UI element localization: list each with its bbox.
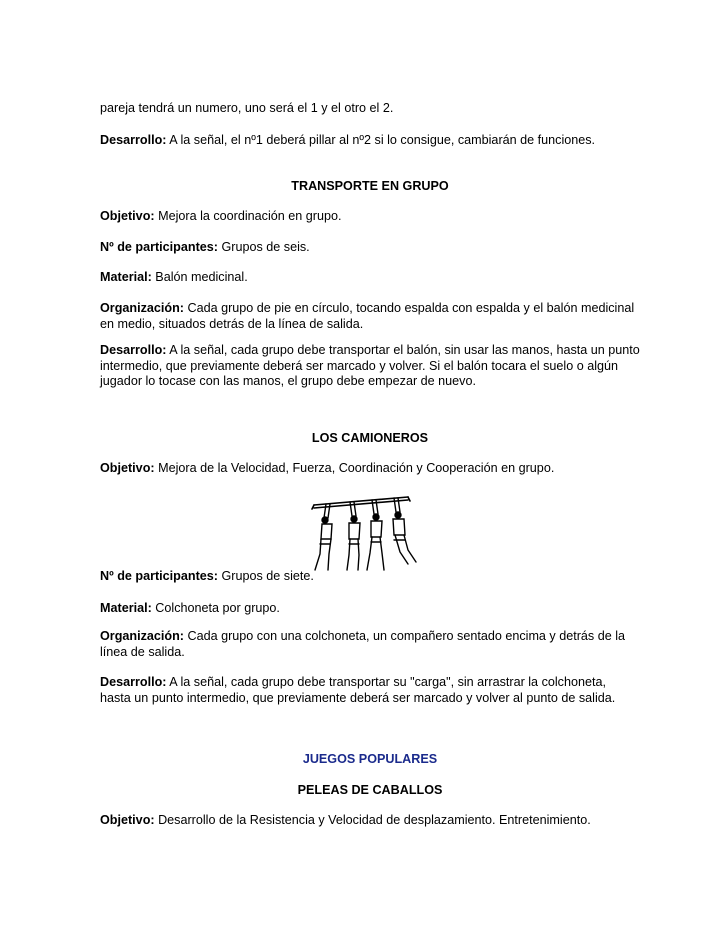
label-organizacion: Organización: — [100, 629, 184, 643]
label-desarrollo: Desarrollo: — [100, 675, 167, 689]
label-organizacion: Organización: — [100, 301, 184, 315]
label-objetivo: Objetivo: — [100, 813, 155, 827]
text-participantes: Grupos de siete. — [217, 569, 314, 583]
heading-juegos-populares: JUEGOS POPULARES — [302, 752, 438, 766]
text-organizacion: Cada grupo con una colchoneta, un compañero sentado encima y detrás de la línea de salida. — [100, 629, 626, 659]
text-objetivo: Mejora la coordinación en grupo. — [154, 209, 342, 223]
label-objetivo: Objetivo: — [100, 209, 155, 223]
text-desarrollo: A la señal, el nº1 deberá pillar al nº2 si lo consigue, cambiarán de funciones. — [166, 133, 596, 147]
paragraph-desarrollo-intro — [100, 133, 640, 149]
title-los-camioneros: LOS CAMIONEROS — [311, 431, 429, 445]
paragraph-participantes-1 — [100, 240, 640, 256]
text-participantes: Grupos de seis. — [217, 240, 310, 254]
camioneros-illustration — [304, 492, 422, 578]
title-peleas-de-caballos: PELEAS DE CABALLOS — [297, 783, 443, 797]
label-desarrollo: Desarrollo: — [100, 133, 167, 147]
paragraph-organizacion-1 — [100, 301, 640, 332]
figure-4 — [393, 498, 416, 564]
paragraph-pareja — [100, 101, 640, 117]
text-objetivo: Desarrollo de la Resistencia y Velocidad de desplazamiento. Entretenimiento. — [154, 813, 591, 827]
label-material: Material: — [100, 601, 152, 615]
paragraph-desarrollo-2 — [100, 675, 640, 706]
text-material: Balón medicinal. — [151, 270, 248, 284]
figure-3 — [367, 500, 384, 570]
text-objetivo: Mejora de la Velocidad, Fuerza, Coordinación y Cooperación en grupo. — [154, 461, 555, 475]
text-desarrollo: A la señal, cada grupo debe transportar su "carga", sin arrastrar la colchoneta, hasta un punto intermedio, que previamente deberá ser marcado y volver al punto de salida. — [100, 675, 616, 705]
text-organizacion: Cada grupo de pie en círculo, tocando espalda con espalda y el balón medicinal en medio, situados detrás de la línea de salida. — [100, 301, 635, 331]
title-transporte-en-grupo: TRANSPORTE EN GRUPO — [291, 179, 449, 193]
figure-2 — [347, 502, 360, 570]
label-participantes: Nº de participantes: — [100, 240, 218, 254]
figure-1 — [315, 504, 332, 570]
label-participantes: Nº de participantes: — [100, 569, 218, 583]
paragraph-objetivo-2 — [100, 461, 640, 477]
label-desarrollo: Desarrollo: — [100, 343, 167, 357]
label-objetivo: Objetivo: — [100, 461, 155, 475]
text-material: Colchoneta por grupo. — [151, 601, 280, 615]
paragraph-text: pareja tendrá un numero, uno será el 1 y el otro el 2. — [100, 101, 394, 115]
paragraph-material-1 — [100, 270, 640, 286]
paragraph-material-2 — [100, 601, 640, 617]
paragraph-organizacion-2 — [100, 629, 640, 660]
label-material: Material: — [100, 270, 152, 284]
text-desarrollo: A la señal, cada grupo debe transportar el balón, sin usar las manos, hasta un punto intermedio, que previamente deberá ser marcado y volver. Si el balón tocara el suelo o algún jugador lo tocase con las manos, el grupo debe empezar de nuevo. — [100, 343, 640, 388]
paragraph-objetivo-3 — [100, 813, 640, 829]
paragraph-objetivo-1 — [100, 209, 640, 225]
paragraph-desarrollo-1 — [100, 343, 640, 390]
